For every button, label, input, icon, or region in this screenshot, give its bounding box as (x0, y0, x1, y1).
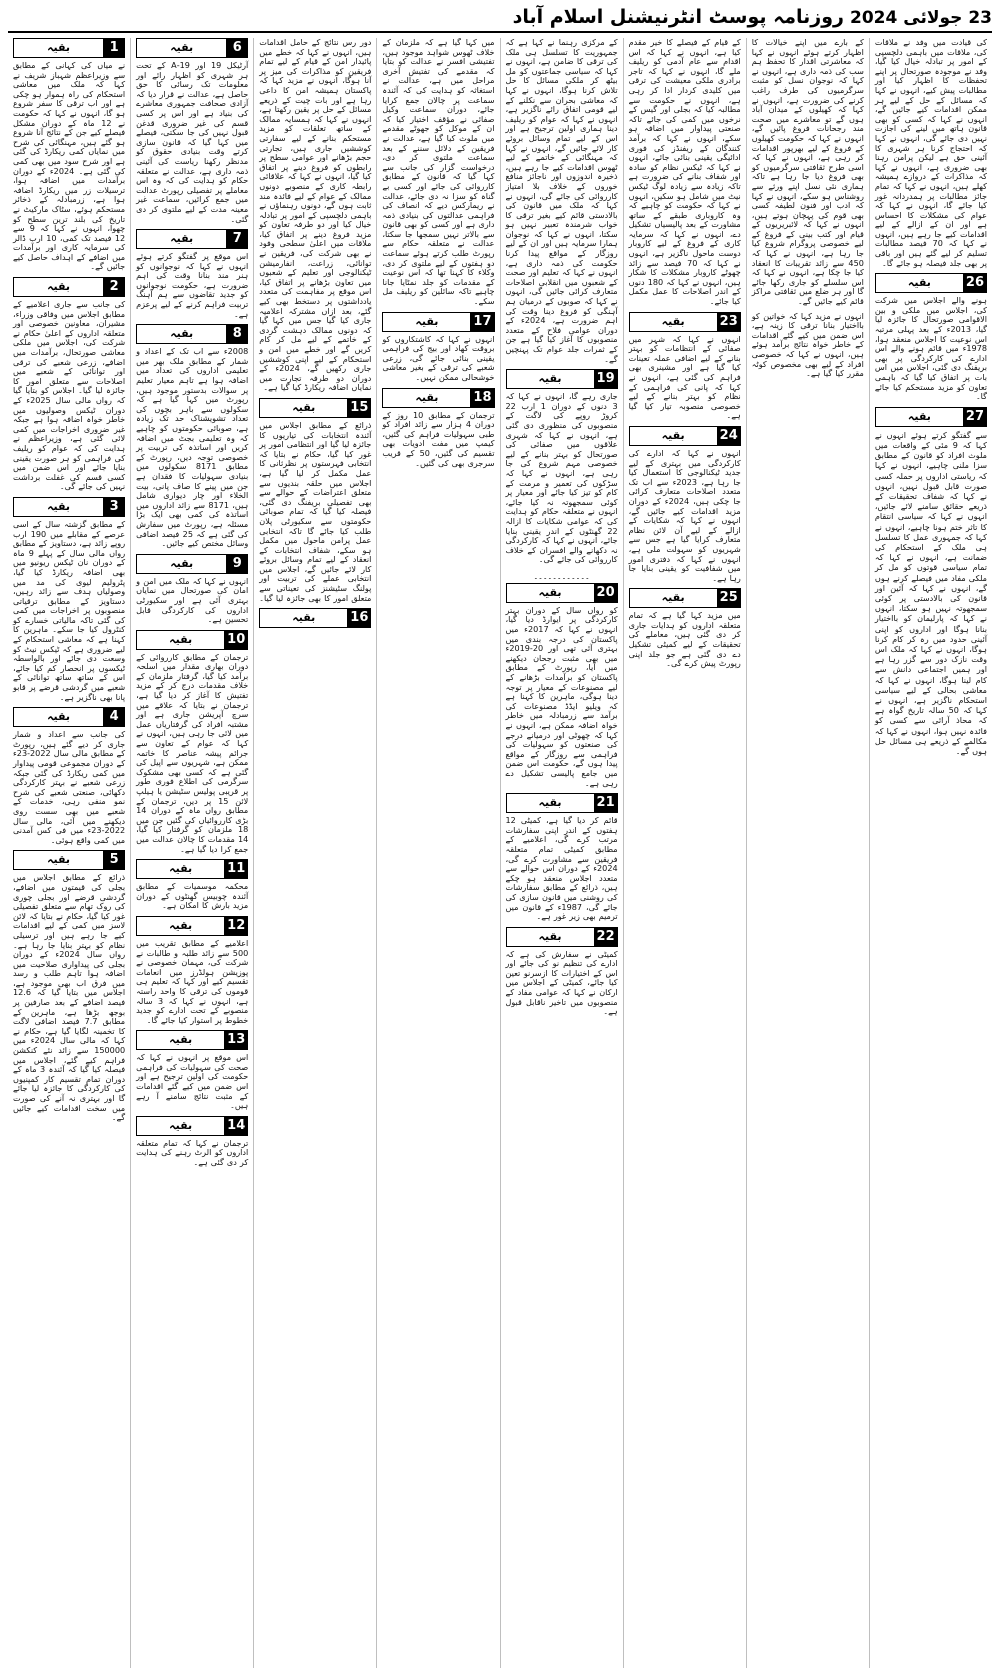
article-block (629, 588, 741, 669)
article-block (13, 497, 125, 702)
article-body: انہوں نے کہا کہ کاشتکاروں کو بروقت کھاد اور بیج کی فراہمی یقینی بنائی جائے گی، زرعی شعبے کی ترقی کے بغیر معاشی خوشحالی ممکن نہیں۔ (382, 333, 495, 382)
article-block (506, 793, 618, 922)
article-body: اعلامیے کے مطابق تقریب میں 500 سے زائد طلبہ و طالبات نے شرکت کی، مہمان خصوصی نے پوزیشن ہولڈرز میں انعامات تقسیم کیے اور کہا کہ تعلیم ہی قوموں کی ترقی کا واحد راستہ ہے، انہوں نے کہا کہ 3 سالہ منصوبے کے تحت ادارے کو جدید خطوط پر استوار کیا جائے گا۔ (136, 937, 249, 1025)
article-number: 4 (103, 707, 125, 727)
article-block (506, 927, 618, 1017)
masthead-title: روزنامہ پوسٹ انٹرنیشنل اسلام آباد (512, 6, 844, 28)
article-body: انہوں نے کہا کہ ادارے کی کارکردگی میں بہتری کے لیے جدید ٹیکنالوجی کا استعمال کیا جا رہا ہے، 2023ء سے اب تک متعدد اصلاحات متعارف کرائی جا چکی ہیں، 2024ء کے دوران مزید اقدامات کیے جائیں گے، انہوں نے کہا کہ شکایات کے ازالے کے لیے آن لائن نظام متعارف کرایا گیا ہے جس سے شہریوں کو سہولت ملی ہے، انہوں نے کہا کہ دفتری امور میں شفافیت کو یقینی بنایا جا رہا ہے۔ (628, 447, 741, 583)
article-block (136, 229, 248, 319)
article-body: انہوں نے کہا کہ ملک میں امن و امان کی صورتحال میں نمایاں بہتری آئی ہے اور سکیورٹی اداروں کی کارکردگی قابل تحسین ہے۔ (136, 575, 249, 625)
article-continuation-label: بقیہ (259, 608, 347, 628)
masthead (8, 6, 992, 33)
article-body: قائم کر دیا گیا ہے، کمیٹی 12 ہفتوں کے اندر اپنی سفارشات مرتب کرے گی، اعلامیے کے مطابق کمیٹی تمام متعلقہ فریقین سے مشاورت کرے گی، 2024ء کے دوران اس حوالے سے متعدد اجلاس منعقد ہو چکے ہیں، ذرائع کے مطابق سفارشات کی روشنی میں قانون سازی کی جائے گی، 1987ء کے قانون میں ترمیم بھی زیر غور ہے۔ (505, 815, 618, 922)
article-block (136, 916, 248, 1025)
article-body: کے مطابق گزشتہ سال کے اسی عرصے کے مقابلے میں 190 ارب روپے زائد ہے، دستاویز کے مطابق رواں مالی سال کے پہلے 9 ماہ کے دوران نان ٹیکس ریونیو میں بھی اضافہ ریکارڈ کیا گیا، پٹرولیم لیوی کی مد میں وصولیاں ہدف سے زائد رہیں، دستاویز کے مطابق ترقیاتی منصوبوں پر اخراجات میں کمی کی گئی تاکہ مالیاتی خسارے کو کنٹرول کیا جا سکے۔ ماہرین کا کہنا ہے کہ معاشی استحکام کے لیے ضروری ہے کہ ٹیکس نیٹ کو وسعت دی جائے اور بالواسطہ ٹیکسوں پر انحصار کم کیا جائے، اس کے ساتھ ساتھ توانائی کے شعبے میں گردشی قرضے پر قابو پانا بھی ناگزیر ہے۔ (13, 518, 126, 702)
column-6 (623, 38, 746, 1668)
column-container (8, 38, 992, 1668)
article-continuation-label: بقیہ (629, 426, 717, 446)
article-header (136, 1116, 248, 1136)
article-continuation-label: بقیہ (136, 229, 226, 249)
article-continuation-label: بقیہ (13, 850, 103, 870)
article-body: دور رس نتائج کے حامل اقدامات ہیں، انہوں نے کہا کہ خطے میں پائیدار امن کے قیام کے لیے تمام فریقین کو مذاکرات کی میز پر آنا ہوگا، انہوں نے مزید کہا کہ پاکستان ہمیشہ امن کا داعی رہا ہے اور بات چیت کے ذریعے مسائل کے حل پر یقین رکھتا ہے، انہوں نے کہا کہ ہمسایہ ممالک کے ساتھ تعلقات کو مزید مستحکم بنانے کے لیے سفارتی کوششیں جاری ہیں، تجارتی حجم بڑھانے اور عوامی سطح پر رابطوں کو فروغ دینے پر اتفاق کیا گیا، انہوں نے کہا کہ علاقائی رابطہ کاری کے منصوبے دونوں ممالک کے عوام کے لیے فائدہ مند ثابت ہوں گے، دونوں رہنماؤں نے باہمی دلچسپی کے امور پر تبادلہ خیال کیا اور دو طرفہ تعاون کو مزید فروغ دینے پر اتفاق کیا، ملاقات میں اعلیٰ سطحی وفود نے بھی شرکت کی، فریقین نے توانائی، زراعت، انفارمیشن ٹیکنالوجی اور تعلیم کے شعبوں میں تعاون بڑھانے پر اتفاق کیا، اس موقع پر مفاہمت کی متعدد یادداشتوں پر دستخط بھی کیے گئے، بعد ازاں مشترکہ اعلامیہ جاری کیا گیا جس میں کہا گیا کہ دونوں ممالک دہشت گردی کے خاتمے کے لیے مل کر کام کریں گے اور خطے میں امن و استحکام کے لیے اپنی کوششیں جاری رکھیں گے، 2024ء کے دوران دو طرفہ تجارت میں نمایاں اضافہ ریکارڈ کیا گیا ہے۔ (259, 38, 372, 393)
article-continuation-label: بقیہ (13, 707, 103, 727)
article-continuation-label: بقیہ (506, 927, 594, 947)
article-header (136, 324, 248, 344)
article-body: انہوں نے مزید کہا کہ خواتین کو بااختیار بنانا ترقی کا زینہ ہے، اس ضمن میں کیے گئے اقدامات کے خاطر خواہ نتائج برآمد ہوئے ہیں، انہوں نے کہا کہ خصوصی افراد کے لیے بھی مخصوص کوٹہ مقرر کیا گیا ہے۔ (751, 310, 864, 379)
article-header (136, 630, 248, 650)
article-block (136, 38, 248, 224)
article-body: کو رواں سال کے دوران بہتر کارکردگی پر ایوارڈ دیا گیا، انہوں نے کہا کہ 2017ء میں پاکستان کی درجہ بندی میں بہتری آئی تھی اور 20-2019ء میں بھی مثبت رجحان دیکھنے میں آیا، رپورٹ کے مطابق پاکستان کو برآمدات بڑھانے کے لیے مصنوعات کے معیار پر توجہ دینا ہوگی، ماہرین کا کہنا ہے کہ ویلیو ایڈڈ مصنوعات کی برآمد سے زرمبادلہ میں خاطر خواہ اضافہ ممکن ہے، انہوں نے کہا کہ چھوٹی اور درمیانے درجے کی صنعتوں کو سہولیات کی فراہمی سے روزگار کے مواقع پیدا ہوں گے، حکومت اس ضمن میں جامع پالیسی تشکیل دے رہی ہے۔ (505, 604, 618, 788)
article-number: 16 (347, 608, 371, 628)
article-block (629, 312, 741, 421)
article-body: ہونے والے اجلاس میں شرکت کی، اجلاس میں ملکی و بین الاقوامی صورتحال کا جائزہ لیا گیا، 2013ء کے بعد پہلی مرتبہ اس نوعیت کا اجلاس منعقد ہوا، 1978ء میں قائم ہونے والے اس ادارے کی کارکردگی پر بھی بریفنگ دی گئی، اجلاس میں اس بات پر اتفاق کیا گیا کہ باہمی تعاون کو مزید مستحکم کیا جائے گا۔ (874, 295, 987, 402)
article-continuation-label: بقیہ (136, 1116, 224, 1136)
section-divider: ۔۔۔۔۔۔۔۔۔۔۔۔ (533, 571, 590, 581)
article-body: 2008ء سے اب تک کے اعداد و شمار کے مطابق ملک بھر میں تعلیمی اداروں کی تعداد میں اضافہ ہوا ہے تاہم معیار تعلیم پر سوالات بدستور موجود ہیں، رپورٹ میں کہا گیا ہے کہ سکولوں سے باہر بچوں کی تعداد تشویشناک حد تک زیادہ ہے، صوبائی حکومتوں کو چاہیے کہ وہ تعلیمی بجٹ میں اضافہ کریں اور اساتذہ کی تربیت پر خصوصی توجہ دیں، رپورٹ کے مطابق 8171 سکولوں میں بنیادی سہولیات کا فقدان ہے جن میں پینے کا صاف پانی، بیت الخلاء اور چار دیواری شامل ہیں، 8171 سے زائد اداروں میں اساتذہ کی کمی بھی ایک بڑا مسئلہ ہے، رپورٹ میں سفارش کی گئی ہے کہ 25 فیصد اضافی وسائل مختص کیے جائیں۔ (136, 346, 249, 549)
masthead-date: 23 جولائی 2024 (850, 8, 992, 28)
article-body: آرٹیکل 19 اور 19-A کے تحت ہر شہری کو اظہار رائے اور معلومات تک رسائی کا حق حاصل ہے، عدالت نے قرار دیا کہ آزادی صحافت جمہوری معاشرے کی بنیاد ہے اور اس پر کسی قسم کی غیر ضروری قدغن قبول نہیں کی جا سکتی، فیصلے میں کہا گیا کہ قانون سازی کرتے وقت بنیادی حقوق کو مدنظر رکھنا ریاست کی آئینی ذمہ داری ہے، عدالت نے متعلقہ حکام کو ہدایت کی کہ وہ اس معاملے پر تفصیلی رپورٹ عدالت میں جمع کرائیں، سماعت غیر معینہ مدت کے لیے ملتوی کر دی گئی۔ (136, 60, 249, 224)
article-header (13, 277, 125, 297)
article-number: 7 (226, 229, 248, 249)
article-body: سے گفتگو کرتے ہوئے انہوں نے کہا کہ 9 مئی کے واقعات میں ملوث افراد کو قانون کے مطابق سزا ملنی چاہیے، انہوں نے کہا کہ ریاستی اداروں پر حملہ کسی صورت قابل قبول نہیں، انہوں نے کہا کہ شفاف تحقیقات کے ذریعے حقائق سامنے لائے جائیں، انہوں نے کہا کہ سیاسی انتقام کا تاثر ختم ہونا چاہیے، انہوں نے کہا کہ جمہوری عمل کا تسلسل ہی ملک کے استحکام کی ضمانت ہے، انہوں نے کہا کہ تمام سیاسی قوتوں کو مل کر ملکی مفاد میں فیصلے کرنے ہوں گے، انہوں نے کہا کہ آئین اور قانون کی بالادستی پر کوئی سمجھوتہ نہیں ہو سکتا، انہوں نے کہا کہ پارلیمان کو بااختیار بنانا ہوگا اور اداروں کو اپنی آئینی حدود میں رہ کر کام کرنا ہوگا، انہوں نے کہا کہ ملک اس وقت نازک دور سے گزر رہا ہے اور ہمیں اجتماعی دانش سے کام لینا ہوگا، انہوں نے کہا کہ معاشی بحالی کے لیے سیاسی استحکام ناگزیر ہے، انہوں نے کہا کہ 50 سالہ تاریخ گواہ ہے کہ محاذ آرائی سے کسی کو فائدہ نہیں ہوا، انہوں نے کہا کہ مکالمے کے ذریعے ہی مسائل حل ہوں گے۔ (874, 429, 987, 757)
article-block (13, 38, 125, 272)
article-number: 3 (103, 497, 125, 517)
article-number: 18 (470, 388, 494, 408)
article-number: 19 (594, 369, 618, 389)
article-continuation-label: بقیہ (136, 916, 224, 936)
article-number: 27 (963, 407, 987, 427)
article-body: اس موقع پر گفتگو کرتے ہوئے انہوں نے کہا کہ نوجوانوں کو ہنر مند بنانا وقت کی اہم ضرورت ہے، حکومت نوجوانوں کو جدید تقاضوں سے ہم آہنگ تربیت فراہم کرنے کے لیے پرعزم ہے۔ (136, 251, 249, 319)
article-header (506, 369, 618, 389)
article-block (259, 38, 371, 393)
article-number: 15 (347, 398, 371, 418)
article-continuation-label: بقیہ (382, 312, 470, 332)
article-number: 9 (226, 554, 248, 574)
article-continuation-label: بقیہ (136, 554, 226, 574)
column-3 (253, 38, 376, 1668)
article-header (136, 229, 248, 249)
article-body: میں کہا گیا ہے کہ ملزمان کے خلاف ٹھوس شواہد موجود ہیں، تفتیشی افسر نے عدالت کو بتایا کہ مقدمے کی تفتیش آخری مراحل میں ہے، عدالت نے استغاثہ کو ہدایت کی کہ آئندہ سماعت پر چالان جمع کرایا جائے، دوران سماعت وکیل صفائی نے مؤقف اختیار کیا کہ ان کے موکل کو جھوٹے مقدمے میں ملوث کیا گیا ہے، عدالت نے فریقین کے دلائل سننے کے بعد سماعت ملتوی کر دی، درخواست گزار کی جانب سے کہا گیا کہ قانون کے مطابق کارروائی کی جائے اور کسی بے گناہ کو سزا نہ دی جائے، عدالت نے ریمارکس دیے کہ انصاف کی فراہمی عدالتوں کی بنیادی ذمہ داری ہے اور کسی کو بھی قانون سے بالاتر نہیں سمجھا جا سکتا، عدالت نے متعلقہ حکام سے رپورٹ طلب کرتے ہوئے سماعت دو ہفتوں کے لیے ملتوی کر دی، وکلاء کا کہنا تھا کہ اس نوعیت کے مقدمات کو جلد نمٹایا جانا چاہیے تاکہ سائلین کو ریلیف مل سکے۔ (382, 38, 495, 307)
article-header (13, 38, 125, 58)
article-continuation-label: بقیہ (629, 588, 717, 608)
article-header (136, 859, 248, 879)
article-continuation-label: بقیہ (136, 38, 226, 58)
article-block (752, 38, 864, 307)
article-number: 22 (594, 927, 618, 947)
article-number: 17 (470, 312, 494, 332)
article-block (382, 38, 494, 307)
article-header (259, 398, 371, 418)
article-body: ذرائع کے مطابق اجلاس میں آئندہ انتخابات کی تیاریوں کا جائزہ لیا گیا اور انتظامی امور پر غور کیا گیا، حکام نے بتایا کہ انتخابی فہرستوں پر نظرثانی کا عمل مکمل کر لیا گیا ہے، اجلاس میں حلقہ بندیوں سے متعلق اعتراضات کے حوالے سے بھی تفصیلی بریفنگ دی گئی، فیصلہ کیا گیا کہ تمام صوبائی حکومتوں سے سکیورٹی پلان طلب کیا جائے گا تاکہ انتخابی عمل پرامن ماحول میں مکمل ہو سکے، شفاف انتخابات کے انعقاد کے لیے تمام وسائل بروئے کار لائے جائیں گے، اجلاس میں انتخابی عملے کی تربیت اور پولنگ سٹیشنز کی تعیناتی سے متعلق امور کا بھی جائزہ لیا گیا۔ (259, 419, 372, 603)
article-number: 13 (224, 1030, 248, 1050)
article-block (629, 426, 741, 583)
article-body: میں مزید کہا گیا ہے کہ تمام متعلقہ اداروں کو ہدایات جاری کر دی گئی ہیں، معاملے کی تحقیقات کے لیے کمیٹی تشکیل دے دی گئی ہے جو جلد اپنی رپورٹ پیش کرے گی۔ (628, 610, 741, 669)
column-5 (500, 38, 623, 1668)
column-4 (376, 38, 499, 1668)
article-block (136, 554, 248, 625)
article-block (259, 608, 371, 631)
article-continuation-label: بقیہ (13, 497, 103, 517)
article-header (13, 707, 125, 727)
article-block (752, 312, 864, 379)
article-header (382, 388, 494, 408)
article-body: ترجمان نے کہا کہ تمام متعلقہ اداروں کو الرٹ رہنے کی ہدایت کر دی گئی ہے۔ (136, 1137, 249, 1168)
article-number: 10 (224, 630, 248, 650)
article-block (136, 1030, 248, 1111)
article-block (629, 38, 741, 307)
article-continuation-label: بقیہ (506, 583, 594, 603)
article-number: 25 (717, 588, 741, 608)
article-continuation-label: بقیہ (13, 277, 103, 297)
article-body: کے مرکزی رہنما نے کہا ہے کہ جمہوریت کا تسلسل ہی ملک کی ترقی کا ضامن ہے، انہوں نے کہا کہ سیاسی جماعتوں کو مل بیٹھ کر ملکی مسائل کا حل تلاش کرنا ہوگا، انہوں نے کہا کہ معاشی بحران سے نکلنے کے لیے قومی اتفاق رائے ناگزیر ہے، انہوں نے کہا کہ عوام کو ریلیف دینا ہماری اولین ترجیح ہے اور اس کے لیے تمام وسائل بروئے کار لائے جائیں گے، انہوں نے کہا کہ مہنگائی کے خاتمے کے لیے ٹھوس اقدامات کیے جا رہے ہیں، ذخیرہ اندوزوں اور ناجائز منافع خوروں کے خلاف بلا امتیاز کارروائی کی جائے گی، انہوں نے کہا کہ ملک میں قانون کی بالادستی قائم کیے بغیر ترقی کا خواب شرمندہ تعبیر نہیں ہو سکتا، انہوں نے کہا کہ نوجوان ہمارا سرمایہ ہیں اور ان کے لیے روزگار کے مواقع پیدا کرنا حکومت کی ذمہ داری ہے، انہوں نے کہا کہ تعلیم اور صحت کے شعبوں میں انقلابی اصلاحات متعارف کرائی جائیں گی، انہوں نے کہا کہ صوبوں کے درمیان ہم آہنگی کو فروغ دینا وقت کی اہم ضرورت ہے، 2024ء کے دوران عوامی فلاح کے متعدد منصوبوں کا آغاز کیا گیا ہے جن کے ثمرات جلد عوام تک پہنچیں گے۔ (505, 38, 618, 364)
article-block (136, 324, 248, 548)
article-header (875, 273, 987, 293)
article-body: کی جانب سے اعداد و شمار جاری کر دیے گئے ہیں، رپورٹ کے مطابق مالی سال 2022-23ء کے دوران مجموعی قومی پیداوار میں کمی ریکارڈ کی گئی جبکہ زرعی شعبے نے بہتر کارکردگی دکھائی، صنعتی شعبے کی شرح نمو منفی رہی، خدمات کے شعبے میں بھی سست روی دیکھنے میں آئی، مالی سال 2022-23ء میں فی کس آمدنی میں کمی واقع ہوئی۔ (12, 729, 126, 845)
article-block (13, 850, 125, 1122)
article-body: انہوں نے کہا کہ شہر میں صفائی کے انتظامات کو بہتر بنانے کے لیے اضافی عملہ تعینات کیا گیا ہے اور مشینری بھی فراہم کی گئی ہے، انہوں نے کہا کہ پانی کی فراہمی کے نظام کو بہتر بنانے کے لیے خصوصی منصوبہ تیار کیا گیا ہے۔ (628, 333, 741, 421)
article-body: کی جانب سے جاری اعلامیے کے مطابق اجلاس میں وفاقی وزراء، مشیران، معاونین خصوصی اور متعلقہ اداروں کے اعلیٰ حکام نے شرکت کی، اجلاس میں ملکی معاشی صورتحال، برآمدات میں اضافے، زرعی شعبے کی ترقی اور توانائی کے شعبے میں اصلاحات سے متعلق امور کا جائزہ لیا گیا۔ اجلاس کو بتایا گیا کہ رواں مالی سال 2025ء کے دوران ٹیکس وصولیوں میں خاطر خواہ اضافہ ہوا ہے جبکہ غیر ضروری اخراجات میں کمی لائی گئی ہے، وزیراعظم نے ہدایت کی کہ عوام کو ریلیف کی فراہمی کو ہر صورت یقینی بنایا جائے اور اس ضمن میں کسی قسم کی غفلت برداشت نہیں کی جائے گی۔ (13, 299, 126, 492)
article-header (629, 588, 741, 608)
article-number: 14 (224, 1116, 248, 1136)
article-header (506, 793, 618, 813)
article-continuation-label: بقیہ (136, 324, 226, 344)
article-number: 6 (226, 38, 248, 58)
article-block (136, 1116, 248, 1168)
article-header (382, 312, 494, 332)
article-number: 26 (963, 273, 987, 293)
column-1 (8, 38, 130, 1668)
article-block (875, 38, 987, 268)
article-body: ذرائع کے مطابق اجلاس میں بجلی کی قیمتوں میں اضافے، گردشی قرضے اور بجلی چوری کی روک تھام سے متعلق تفصیلی غور کیا گیا، حکام نے بتایا کہ لائن لاسز میں کمی کے لیے اقدامات کیے جا رہے ہیں اور ترسیلی نظام کو بہتر بنایا جا رہا ہے۔ رواں سال 2024ء کے دوران بجلی کی پیداواری صلاحیت میں اضافہ ہوا تاہم طلب و رسد میں فرق اب بھی موجود ہے، اجلاس میں بتایا گیا کہ 12.6 فیصد اضافے کے بعد صارفین پر بوجھ بڑھا ہے، ماہرین کے مطابق 7.7 فیصد اضافی لاگت کا تخمینہ لگایا گیا ہے، حکام نے کہا کہ مالی سال 2024ء میں 150000 سے زائد نئے کنکشن فراہم کیے گئے، اجلاس میں فیصلہ کیا گیا کہ آئندہ 3 ماہ کے دوران تمام تقسیم کار کمپنیوں کی کارکردگی کا جائزہ لیا جائے گا اور بہتری نہ آنے کی صورت میں سخت اقدامات کیے جائیں گے۔ (13, 872, 126, 1123)
article-block (382, 388, 494, 469)
column-7 (746, 38, 869, 1668)
article-body: ترجمان کے مطابق کارروائی کے دوران بھاری مقدار میں اسلحہ برآمد کیا گیا، گرفتار ملزمان کے خلاف مقدمات درج کر کے مزید تفتیش کا آغاز کر دیا گیا ہے، ترجمان نے بتایا کہ علاقے میں سرچ آپریشن جاری ہے اور مشتبہ افراد کی گرفتاریاں عمل میں لائی جا رہی ہیں، انہوں نے کہا کہ عوام کے تعاون سے جرائم پیشہ عناصر کا خاتمہ ممکن ہے، شہریوں سے اپیل کی گئی ہے کہ کسی بھی مشکوک سرگرمی کی اطلاع فوری طور پر قریبی پولیس سٹیشن یا ہیلپ لائن 15 پر دیں، ترجمان کے مطابق رواں ماہ کے دوران 14 بڑی کارروائیاں کی گئیں جن میں 18 ملزمان کو گرفتار کیا گیا، 14 مقدمات کا چالان عدالت میں جمع کرا دیا گیا ہے۔ (136, 651, 249, 854)
article-header (136, 1030, 248, 1050)
article-block (13, 707, 125, 845)
column-8 (869, 38, 992, 1668)
article-header (629, 312, 741, 332)
article-header (136, 916, 248, 936)
article-body: نے میاں کی کہانی کے مطابق سے وزیراعظم شہباز شریف نے کہا کہ ملک میں معاشی استحکام کی راہ ہموار ہو چکی ہے اور اب ترقی کا سفر شروع ہو گا، انہوں نے کہا کہ حکومت نے 12 ماہ کے دوران مشکل فیصلے کیے جن کے نتائج آنا شروع ہو گئے ہیں، مہنگائی کی شرح میں نمایاں کمی ریکارڈ کی گئی ہے اور شرح سود میں بھی کمی کی گئی ہے۔ 2024ء کے دوران برآمدات میں اضافہ ہوا، ترسیلات زر میں ریکارڈ اضافہ ہوا ہے، زرمبادلہ کے ذخائر مستحکم ہوئے، سٹاک مارکیٹ نے تاریخ کی بلند ترین سطح کو چھوا، انہوں نے کہا کہ 9 سے 12 فیصد تک کمی، 10 ارب ڈالر کی سرمایہ کاری اور برآمدات میں اضافے کے اہداف حاصل کیے جائیں گے۔ (13, 60, 126, 272)
article-body: کے قیام کے فیصلے کا خیر مقدم کیا ہے، انہوں نے کہا کہ اس اقدام سے عام آدمی کو ریلیف ملے گا، انہوں نے کہا کہ تاجر برادری ملکی معیشت کی ترقی میں کلیدی کردار ادا کر رہی ہے، انہوں نے حکومت سے مطالبہ کیا کہ بجلی اور گیس کے نرخوں میں کمی کی جائے تاکہ صنعتی پیداوار میں اضافہ ہو سکے، انہوں نے کہا کہ برآمد کنندگان کے ریفنڈز کی فوری ادائیگی یقینی بنائی جائے، انہوں نے کہا کہ ٹیکس نظام کو سادہ اور شفاف بنانے کی ضرورت ہے تاکہ زیادہ سے زیادہ لوگ ٹیکس نیٹ میں شامل ہو سکیں، انہوں نے کہا کہ حکومت کو چاہیے کہ وہ کاروباری طبقے کے ساتھ مشاورت کے بعد پالیسیاں تشکیل دے، انہوں نے کہا کہ سرمایہ کاری کے فروغ کے لیے کاروبار دوست ماحول ناگزیر ہے، انہوں نے کہا کہ 70 فیصد سے زائد چھوٹے کاروبار مشکلات کا شکار ہیں، انہوں نے کہا کہ 180 دنوں کے اندر اصلاحات کا عمل مکمل کیا جائے۔ (628, 38, 741, 307)
article-block (13, 277, 125, 492)
article-continuation-label: بقیہ (136, 630, 224, 650)
article-number: 20 (594, 583, 618, 603)
article-number: 21 (594, 793, 618, 813)
article-number: 24 (717, 426, 741, 446)
article-header (13, 497, 125, 517)
article-header (875, 407, 987, 427)
article-continuation-label: بقیہ (629, 312, 717, 332)
article-header (506, 583, 618, 603)
article-continuation-label: بقیہ (506, 793, 594, 813)
article-continuation-label: بقیہ (136, 859, 224, 879)
article-header (136, 554, 248, 574)
article-body: کی قیادت میں وفد نے ملاقات کی، ملاقات میں باہمی دلچسپی کے امور پر تبادلہ خیال کیا گیا، وفد نے موجودہ صورتحال پر اپنے تحفظات کا اظہار کیا اور مطالبات پیش کیے، انہوں نے کہا کہ مسائل کے حل کے لیے ہر ممکن اقدامات کیے جائیں گے، انہوں نے کہا کہ کسی کو بھی قانون ہاتھ میں لینے کی اجازت نہیں دی جائے گی، انہوں نے کہا کہ احتجاج کرنا ہر شہری کا آئینی حق ہے لیکن پرامن رہنا بھی ضروری ہے، انہوں نے کہا کہ مذاکرات کے دروازے ہمیشہ کھلے ہیں، انہوں نے کہا کہ تمام جائز مطالبات پر ہمدردانہ غور کیا جائے گا، انہوں نے کہا کہ عوام کی مشکلات کا احساس ہے اور ان کے ازالے کے لیے اقدامات کیے جا رہے ہیں، انہوں نے کہا کہ 70 فیصد مطالبات تسلیم کر لیے گئے ہیں اور باقی پر بھی جلد فیصلہ ہو جائے گا۔ (874, 38, 987, 268)
article-number: 11 (224, 859, 248, 879)
article-body: محکمہ موسمیات کے مطابق آئندہ چوبیس گھنٹوں کے دوران مزید بارش کا امکان ہے۔ (136, 881, 249, 911)
article-number: 2 (103, 277, 125, 297)
column-2 (130, 38, 253, 1668)
article-continuation-label: بقیہ (259, 398, 347, 418)
article-header (13, 850, 125, 870)
article-body: کمیٹی نے سفارش کی ہے کہ ادارے کی تنظیم نو کی جائے اور اس کے اختیارات کا ازسرنو تعین کیا جائے، کمیٹی کے اجلاس میں ارکان نے کہا کہ عوامی مفاد کے منصوبوں میں تاخیر ناقابل قبول ہے۔ (505, 948, 618, 1017)
article-continuation-label: بقیہ (13, 38, 103, 58)
article-number: 12 (224, 916, 248, 936)
article-body: جاری رہے گا، انہوں نے کہا کہ 3 دنوں کے دوران 1 ارب 22 کروڑ روپے کی لاگت کے منصوبوں کی منظوری دی گئی ہے، انہوں نے کہا کہ شہری علاقوں میں صفائی کی صورتحال کو بہتر بنانے کے لیے خصوصی مہم شروع کی جا رہی ہے، انہوں نے کہا کہ سڑکوں کی تعمیر و مرمت کے کام کو تیز کیا جائے اور معیار پر کوئی سمجھوتہ نہ کیا جائے، انہوں نے متعلقہ حکام کو ہدایت کی کہ عوامی شکایات کا ازالہ 22 گھنٹوں کے اندر یقینی بنایا جائے، انہوں نے کہا کہ کارکردگی نہ دکھانے والے افسران کے خلاف کارروائی کی جائے گی۔ (505, 391, 618, 565)
article-block (506, 369, 618, 565)
article-number: 23 (717, 312, 741, 332)
article-continuation-label: بقیہ (875, 273, 963, 293)
article-block (506, 583, 618, 788)
article-body: اس موقع پر انہوں نے کہا کہ صحت کی سہولیات کی فراہمی حکومت کی اولین ترجیح ہے اور اس ضمن میں کیے گئے اقدامات کے مثبت نتائج سامنے آ رہے ہیں۔ (136, 1052, 249, 1111)
article-block (506, 38, 618, 364)
article-block (875, 407, 987, 757)
article-block (136, 859, 248, 911)
article-continuation-label: بقیہ (136, 1030, 224, 1050)
article-body: کے بارے میں اپنے خیالات کا اظہار کرتے ہوئے انہوں نے کہا کہ معاشرتی اقدار کا تحفظ ہم سب کی ذمہ داری ہے، انہوں نے کہا کہ نوجوان نسل کو مثبت سرگرمیوں کی طرف راغب کرنے کی ضرورت ہے، انہوں نے کہا کہ کھیلوں کے میدان آباد ہوں گے تو معاشرے میں صحت مند رجحانات فروغ پائیں گے، انہوں نے کہا کہ حکومت کھیلوں کے فروغ کے لیے بھرپور اقدامات کر رہی ہے، انہوں نے کہا کہ اسی طرح ثقافتی سرگرمیوں کو بھی فروغ دیا جا رہا ہے تاکہ ہماری نئی نسل اپنے ورثے سے روشناس ہو سکے، انہوں نے کہا کہ ادب اور فنون لطیفہ کسی بھی قوم کی پہچان ہوتے ہیں، انہوں نے کہا کہ لائبریریوں کے قیام اور کتب بینی کے فروغ کے لیے خصوصی پروگرام شروع کیا جا رہا ہے، انہوں نے کہا کہ 450 سے زائد تقریبات کا انعقاد کیا جا چکا ہے، انہوں نے کہا کہ اس سلسلے کو جاری رکھا جائے گا اور ہر ضلع میں ثقافتی مراکز قائم کیے جائیں گے۔ (751, 38, 864, 307)
article-continuation-label: بقیہ (506, 369, 594, 389)
article-block (136, 630, 248, 854)
article-header (259, 608, 371, 628)
article-body: ترجمان کے مطابق 10 روز کے دوران 4 ہزار سے زائد افراد کو طبی سہولیات فراہم کی گئیں، کیمپ میں مفت ادویات بھی تقسیم کی گئیں، 50 کے قریب سرجری بھی کی گئیں۔ (382, 409, 495, 468)
article-continuation-label: بقیہ (382, 388, 470, 408)
article-continuation-label: بقیہ (875, 407, 963, 427)
article-block (875, 273, 987, 402)
article-header (629, 426, 741, 446)
article-header (506, 927, 618, 947)
article-number: 5 (103, 850, 125, 870)
article-block (259, 398, 371, 603)
article-number: 8 (226, 324, 248, 344)
article-header (136, 38, 248, 58)
article-block (382, 312, 494, 383)
article-number: 1 (103, 38, 125, 58)
